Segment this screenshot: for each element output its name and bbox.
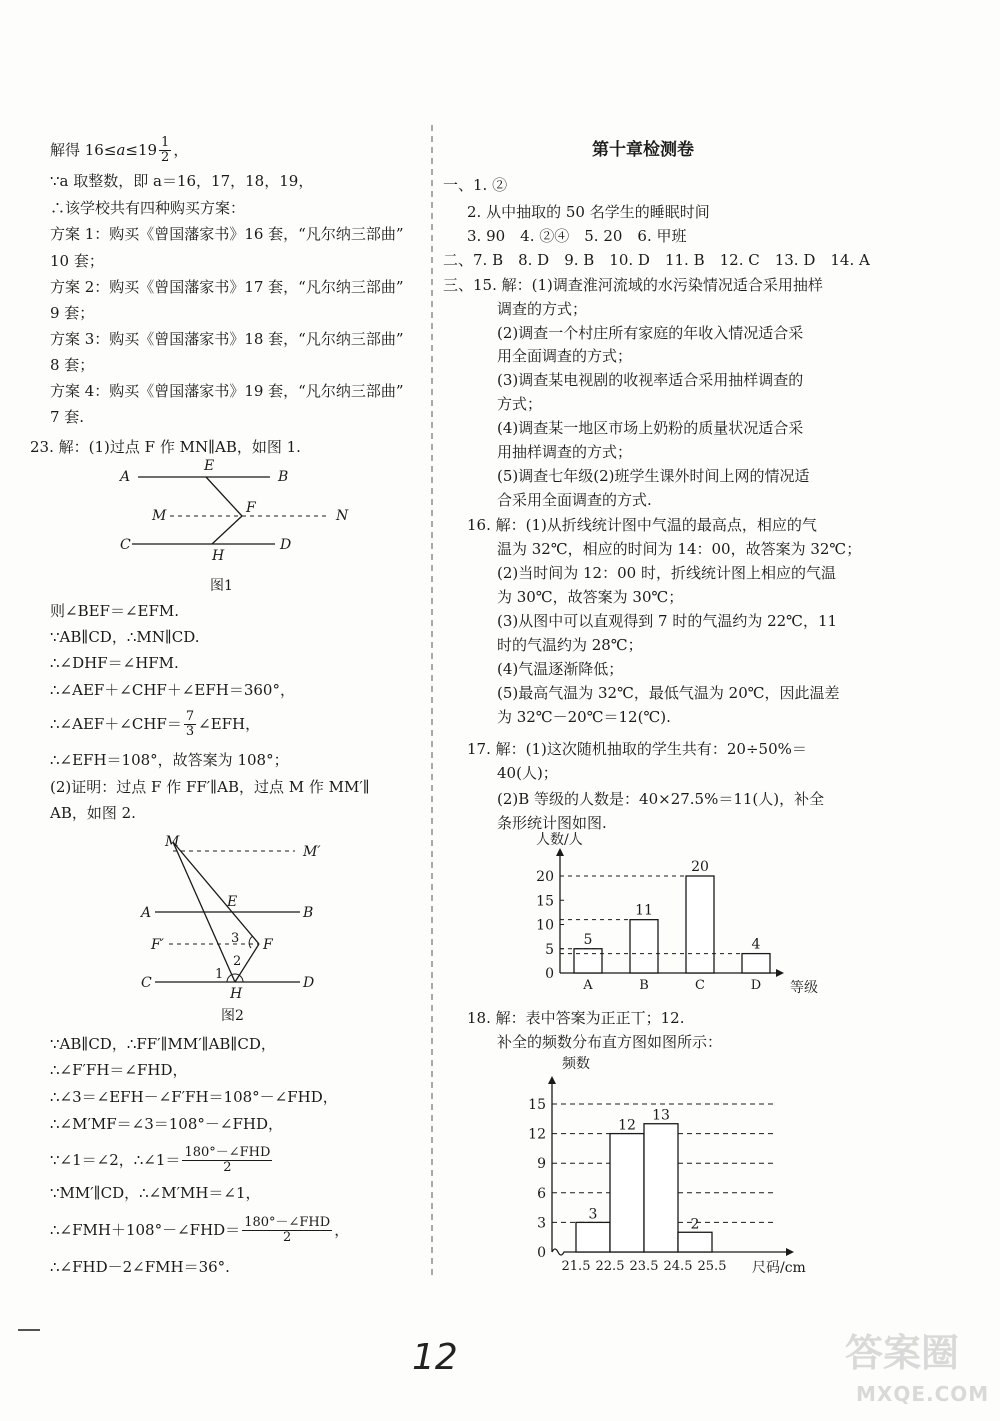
chart1-value-2: 20: [691, 859, 709, 875]
fraction-half: $\frac{1}{2}$: [161, 135, 170, 166]
proof-6: ∵MM′∥CD，∴∠M′MH＝∠1，: [50, 1184, 261, 1202]
q15-line-4: 用全面调查的方式；: [497, 347, 633, 365]
q16-line-7: (4)气温逐渐降低；: [497, 660, 624, 678]
step-6: ∴∠EFH＝108°，故答案为 108°；: [50, 751, 289, 769]
q15-line-3: (2)调查一个村庄所有家庭的年收入情况适合采: [497, 324, 804, 342]
proof-8: ∴∠FHD－2∠FMH＝36°.: [50, 1258, 230, 1276]
chart2-xtick-3: 24.5: [663, 1259, 693, 1274]
chart2-value-2: 13: [652, 1107, 670, 1124]
label-h: H: [212, 548, 225, 564]
chart2-ytick-1: 3: [537, 1215, 546, 1232]
chart1-xtick-0: A: [583, 978, 593, 993]
histogram-shoe-size: [520, 1050, 830, 1275]
plan-4-line-1: 方案 4：购买《曾国藩家书》19 套，“凡尔纳三部曲”: [50, 382, 404, 400]
plan-3-line-2: 8 套；: [50, 356, 95, 374]
q18-line-1: 18. 解：表中答案为正正丅；12.: [467, 1009, 685, 1027]
label-e: E: [204, 458, 215, 474]
q15-line-10: 合采用全面调查的方式.: [497, 491, 652, 509]
chart1-y-arrow: [556, 848, 564, 856]
chart2-ytick-0: 0: [537, 1245, 546, 1261]
proof-3: ∴∠3＝∠EFH－∠F′FH＝108°－∠FHD，: [50, 1088, 338, 1106]
chart1-ylabel: 人数/人: [536, 832, 583, 848]
chart1-ytick-0: 0: [545, 966, 554, 982]
chart2-xlabel: 尺码/cm: [752, 1260, 806, 1276]
q15-line-1: 三、15. 解：(1)调查淮河流域的水污染情况适合采用抽样: [443, 276, 823, 294]
answer-7-14: 二、7. B 8. D 9. B 10. D 11. B 12. C 13. D 14. A: [443, 251, 870, 269]
q16-line-1: 16. 解：(1)从折线统计图中气温的最高点，相应的气: [467, 516, 817, 534]
label-a-2: A: [141, 905, 152, 921]
q17-line-3: (2)B 等级的人数是：40×27.5%＝11(人)，补全: [497, 790, 825, 808]
figure-1-caption: 图1: [210, 578, 233, 594]
label-d: D: [280, 537, 292, 553]
chart1-bar-C: [686, 876, 714, 973]
chart2-value-3: 2: [690, 1216, 700, 1233]
step-3: ∴∠DHF＝∠HFM.: [50, 654, 179, 672]
proof-7: ∴∠FMH＋108°－∠FHD＝ $\frac{\text{180°－∠FHD}}{2}$ ，: [50, 1215, 350, 1246]
bar-chart-grades: [520, 830, 830, 998]
chart2-bar-1: [610, 1134, 644, 1252]
chart1-bar-A: [574, 949, 602, 973]
q15-line-9: (5)调查七年级(2)班学生课外时间上网的情况适: [497, 467, 810, 485]
chart2-xtick-0: 21.5: [561, 1259, 591, 1274]
figure-1: [110, 458, 350, 598]
chart2-bar-3: [678, 1232, 712, 1252]
chart2-bar-2: [644, 1124, 678, 1252]
chart2-ylabel: 频数: [562, 1056, 590, 1072]
chart2-ytick-4: 12: [528, 1126, 546, 1143]
chart1-bar-D: [742, 954, 770, 973]
chart2-ytick-5: 15: [528, 1097, 546, 1113]
proof-2: ∴∠F′FH＝∠FHD，: [50, 1061, 188, 1079]
chart1-ytick-3: 15: [536, 893, 554, 910]
step-4: ∴∠AEF＋∠CHF＋∠EFH＝360°，: [50, 681, 295, 699]
chapter-title: 第十章检测卷: [592, 140, 694, 160]
label-f-prime: F′: [151, 937, 164, 953]
bottom-left-rule: [18, 1328, 42, 1332]
plan-2-line-1: 方案 2：购买《曾国藩家书》17 套，“凡尔纳三部曲”: [50, 278, 404, 296]
answer-1: 一、1. ②: [443, 176, 508, 194]
plan-1-line-2: 10 套；: [50, 252, 104, 270]
fraction-angle-1: $\frac{\text{180°－∠FHD}}{2}$: [184, 1145, 271, 1176]
label-angle-1: 1: [215, 967, 224, 982]
chart2-ytick-3: 9: [537, 1156, 546, 1173]
plan-2-line-2: 9 套；: [50, 304, 95, 322]
chart2-xtick-2: 23.5: [629, 1259, 659, 1274]
chart2-ytick-2: 6: [537, 1185, 546, 1202]
handwritten-page-number: 12: [412, 1337, 458, 1378]
line-four-plans: ∴该学校共有四种购买方案：: [50, 199, 246, 217]
chart1-ytick-1: 5: [545, 941, 554, 958]
watermark-url: MXQE.COM: [856, 1382, 990, 1406]
q15-line-6: 方式；: [497, 395, 543, 413]
chart1-xtick-2: C: [695, 978, 705, 993]
chart2-bar-0: [576, 1222, 610, 1252]
label-f-2: F: [263, 937, 273, 953]
angle-mark-f: [249, 936, 253, 948]
step-5: ∴∠AEF＋∠CHF＝ $\frac{7}{3}$ ∠EFH，: [50, 709, 261, 740]
question-23-header: 23. 解：(1)过点 F 作 MN∥AB，如图 1.: [30, 438, 301, 456]
plan-3-line-1: 方案 3：购买《曾国藩家书》18 套，“凡尔纳三部曲”: [50, 330, 404, 348]
answer-2: 2. 从中抽取的 50 名学生的睡眠时间: [467, 203, 710, 221]
q16-line-4: 为 30℃，故答案为 30℃；: [497, 588, 684, 606]
chart2-x-arrow: [786, 1248, 794, 1256]
q17-line-1: 17. 解：(1)这次随机抽取的学生共有：20÷50%＝: [467, 740, 807, 758]
plan-4-line-2: 7 套.: [50, 408, 85, 426]
q15-line-2: 调查的方式；: [497, 300, 588, 318]
label-e-2: E: [227, 894, 238, 910]
label-c: C: [120, 537, 131, 553]
label-m: M: [152, 508, 167, 524]
line-a-integer: ∵a 取整数，即 a＝16，17，18，19，: [50, 172, 314, 190]
label-c-2: C: [141, 975, 152, 991]
label-m-2: M: [165, 834, 180, 850]
q17-line-2: 40(人)；: [497, 764, 558, 782]
answer-3-6: 3. 90 4. ②④ 5. 20 6. 甲班: [467, 227, 687, 245]
q15-line-7: (4)调查某一地区市场上奶粉的质量状况适合采: [497, 419, 804, 437]
chart2-value-1: 12: [618, 1117, 636, 1134]
q15-line-5: (3)调查某电视剧的收视率适合采用抽样调查的: [497, 371, 804, 389]
chart1-value-0: 5: [583, 931, 593, 948]
chart1-value-3: 4: [751, 936, 761, 953]
label-angle-2: 2: [233, 954, 242, 969]
step-2: ∵AB∥CD，∴MN∥CD.: [50, 628, 200, 646]
column-divider: [430, 125, 434, 1280]
chart1-ytick-4: 20: [536, 869, 554, 885]
q18-line-2: 补全的频数分布直方图如图所示：: [497, 1033, 723, 1051]
line-solve-range: 解得 16≤a≤19 $\frac{1}{2}$ ，: [50, 135, 189, 166]
chart2-value-0: 3: [588, 1206, 598, 1223]
chart1-ytick-2: 10: [536, 917, 554, 934]
step-1: 则∠BEF＝∠EFM.: [50, 602, 180, 620]
q16-line-3: (2)当时间为 12：00 时，折线统计图上相应的气温: [497, 564, 836, 582]
chart1-xtick-3: D: [750, 978, 762, 993]
chart2-y-arrow: [548, 1076, 556, 1084]
label-b: B: [278, 469, 289, 485]
fraction-seven-thirds: $\frac{7}{3}$: [185, 709, 195, 740]
label-h-2: H: [230, 986, 243, 1002]
chart1-x-arrow: [776, 969, 784, 977]
chart1-value-1: 11: [635, 902, 653, 919]
chart2-xtick-4: 25.5: [697, 1259, 727, 1274]
label-n: N: [336, 508, 349, 524]
proof-1: ∵AB∥CD，∴FF′∥MM′∥AB∥CD，: [50, 1035, 276, 1053]
chart1-xtick-1: B: [639, 978, 649, 993]
chart1-bar-B: [630, 920, 658, 973]
chart2-xtick-1: 22.5: [595, 1259, 625, 1274]
plan-1-line-1: 方案 1：购买《曾国藩家书》16 套，“凡尔纳三部曲”: [50, 225, 404, 243]
label-m-prime: M′: [303, 844, 321, 860]
q16-line-6: 时的气温约为 28℃；: [497, 636, 643, 654]
label-angle-3: 3: [231, 931, 240, 946]
segment-ef: [206, 477, 242, 516]
segment-fh: [212, 516, 242, 544]
proof-4: ∴∠M′MF＝∠3＝108°－∠FHD，: [50, 1115, 283, 1133]
segment-mf: [173, 842, 259, 944]
step-8: AB，如图 2.: [50, 804, 136, 822]
step-7: (2)证明：过点 F 作 FF′∥AB，过点 M 作 MM′∥: [50, 778, 370, 796]
q16-line-5: (3)从图中可以直观得到 7 时的气温约为 22℃，11: [497, 612, 838, 630]
figure-2-caption: 图2: [221, 1008, 244, 1024]
figure-2: [135, 832, 365, 1022]
label-d-2: D: [303, 975, 315, 991]
watermark-logo: 答案圈: [845, 1331, 960, 1375]
label-b-2: B: [303, 905, 314, 921]
q16-line-8: (5)最高气温为 32℃，最低气温为 20℃，因此温差: [497, 684, 840, 702]
label-a: A: [120, 469, 131, 485]
q15-line-8: 用抽样调查的方式；: [497, 443, 633, 461]
fraction-angle-fhd: $\frac{\text{180°－∠FHD}}{2}$: [244, 1215, 331, 1246]
proof-5: ∵∠1＝∠2，∴∠1＝ $\frac{\text{180°－∠FHD}}{2}$: [50, 1145, 271, 1176]
q17-line-4: 条形统计图如图.: [497, 814, 607, 832]
q16-line-2: 温为 32℃，相应的时间为 14：00，故答案为 32℃；: [497, 540, 862, 558]
chart1-xlabel: 等级: [790, 980, 818, 996]
q16-line-9: 为 32℃－20℃＝12(℃).: [497, 708, 671, 726]
label-f: F: [246, 500, 256, 516]
